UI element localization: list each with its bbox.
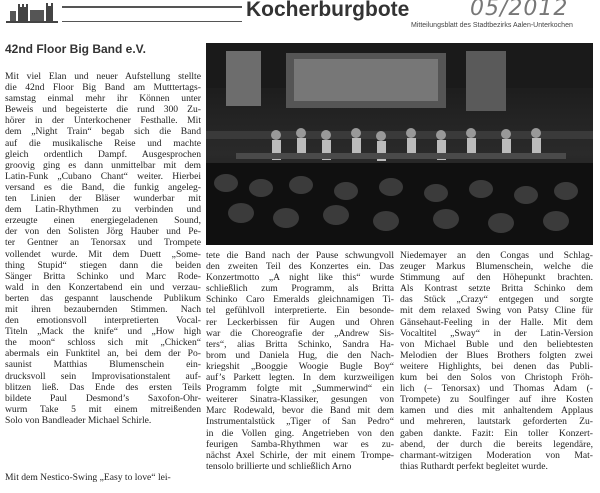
text-line: feurigen Samba-Rhythmen war es zu-	[206, 438, 394, 450]
text-line: Vocaltitel „Sway“ in der Latin-Version	[400, 327, 593, 339]
text-line: den emotionsvoll interpretierten Vocal-	[5, 315, 201, 327]
text-line: der von den Solisten Jörg Hauber und Pe-	[5, 226, 201, 238]
text-line: vollendet wurde. Mit dem Duett „Some-	[5, 248, 201, 260]
text-line: weitere Highlights, bei denen das Publi-	[400, 360, 593, 372]
text-line: brom und Daniela Hug, die den Nach-	[206, 349, 394, 361]
text-line: Solo von Bandleader Michael Schirle.	[5, 414, 152, 426]
text-line: abend, der durch die bereits legendäre,	[400, 438, 593, 450]
article-headline: 42nd Floor Big Band e.V.	[5, 42, 146, 56]
text-line: Instrumentalstück „Tiger of San Pedro“	[206, 416, 394, 428]
text-line: den zweiten Teil des Konzertes ein. Das	[206, 261, 394, 273]
text-line: erzeugte einen energiegeladenen Sound,	[5, 215, 201, 227]
text-line: tensolo brillierte und schließlich Arno	[206, 460, 352, 472]
text-line: kamen und dies mit anhaltendem Applaus	[400, 405, 593, 417]
text-line: thing Stupid“ stiegen dann die beiden	[5, 259, 201, 271]
text-line: versand es die Band, die funkig angeleg-	[5, 181, 201, 193]
text-line: Programm folgte mit „Summerwind“ ein	[206, 383, 394, 395]
text-line: Mit dem Nestico-Swing „Easy to love“ lei-	[5, 472, 171, 483]
text-line: bildete Paul Desmond’s Saxofon-Ohr-	[5, 392, 201, 404]
castle-logo-icon	[6, 2, 58, 24]
text-line: die 42nd Floor Big Band am Mutttertags-	[5, 82, 201, 94]
text-line: thias Ruthardt perfekt begleitet wurde.	[400, 460, 548, 472]
text-line: samstag einmal mehr ihr Können unter	[5, 93, 201, 105]
newsletter-subtitle: Mitteilungsblatt des Stadtbezirks Aalen-Unterkochen	[411, 22, 573, 29]
text-line: kriegshit „Booggie Woogie Bugle Boy“	[206, 360, 394, 372]
text-line: wald in den Konzertabend ein und verzau-	[5, 281, 201, 293]
text-line: ten Linien der Bläser wunderbar mit	[5, 193, 201, 205]
text-line: saunist Matthias Blumenschein ein-	[5, 359, 201, 371]
text-line: Latin-Funk „Cubano Chant“ weiter. Hierbei	[5, 170, 201, 182]
text-line: Konzertmotto „A night like this“ wurde	[206, 272, 394, 284]
article-column-1	[5, 71, 201, 426]
text-line: ter Gentner an Tenorsax und Trompete	[5, 237, 201, 249]
text-line: Trompete) zu Soulfinger auf ihre Kosten	[400, 394, 593, 406]
text-line: Niedemayer an den Congas und Schlag-	[400, 250, 593, 261]
text-line: Sänger Britta Schinko und Marc Rode-	[5, 270, 201, 282]
text-line: auf die musikalische Reise und machte	[5, 137, 201, 149]
text-line: lich (– Tenorsax) und Thomas Adam (-	[400, 383, 593, 395]
text-line: the moon“ schloss sich mit „Chicken“	[5, 337, 201, 349]
text-line: schließlich zum Programm, als Britta	[206, 283, 394, 295]
masthead	[0, 0, 600, 38]
text-line: groovig ging es dann unmittelbar mit dem	[5, 159, 201, 171]
text-line: blitzen ließ. Das Ende des ersten Teils	[5, 381, 201, 393]
text-line: Gänsehaut-Feeling in der Halle. Mit dem	[400, 316, 593, 328]
text-line: Marc Rodewald, bevor die Band mit dem	[206, 405, 394, 417]
text-line: wurm Take 5 mit einem mitreißenden	[5, 403, 201, 415]
text-line: in die Vollen ging. Angetrieben von den	[206, 427, 394, 439]
masthead-rule	[62, 6, 242, 8]
text-line: und mehreren, lautstark geforderten Zu-	[400, 416, 593, 428]
text-line: Beweis und begeisterte die rund 300 Zu-	[5, 104, 201, 116]
text-line: gaben dankte. Fazit: Ein toller Konzert-	[400, 427, 593, 439]
text-line: charmant-witzigen Moderation von Mat-	[400, 449, 593, 461]
article-column-3	[400, 250, 593, 472]
text-line: mit dem relaxed Swing von Patsy Cline für	[400, 305, 593, 317]
article-column-2	[206, 250, 394, 472]
text-line: Stimmung auf den Höhepunkt brachten.	[400, 272, 593, 284]
text-line: Mit viel Elan und neuer Aufstellung stellte	[5, 71, 201, 82]
handwritten-date: 05/2012	[470, 0, 569, 21]
text-line: drucksvoll sein Improvisationstalent auf-	[5, 370, 201, 382]
text-line: hörer in der Unterkochener Festhalle. Mit	[5, 115, 201, 127]
text-line: abermals ein Funktitel an, bei dem der Po-	[5, 348, 201, 360]
text-line: gleich ordentlich Dampf. Ausgesprochen	[5, 148, 201, 160]
text-line: mit ihren bezaubernden Stimmen. Nach	[5, 303, 201, 315]
text-line: zeuger Markus Blumenschein, welche die	[400, 261, 593, 273]
text-line: auf’s Parkett legten. In dem kurzweiligen	[206, 372, 394, 384]
text-line: Als Kontrast setzte Britta Schinko dem	[400, 283, 593, 295]
text-line: weiterer Sinatra-Klassiker, gesungen von	[206, 394, 394, 406]
text-line: Titeln „Mack the knife“ und „How high	[5, 326, 201, 338]
text-line: dem Latin-Rhythmen zu verbinden und	[5, 204, 201, 216]
article-column-1-tail	[5, 472, 201, 483]
text-line: tete die Band nach der Pause schwungvoll	[206, 250, 394, 261]
masthead-rule	[62, 21, 242, 22]
text-line: tel gefühlvoll interpretierte. Ein besonde-	[206, 305, 394, 317]
text-line: dem „Night Train“ begab sich die Band	[5, 126, 201, 138]
text-line: Schinko Caro Emeralds gleichnamigen Ti-	[206, 294, 394, 306]
text-line: Melodien der Blues Brothers folgten zwei	[400, 349, 593, 361]
text-line: von Michael Buble und den beliebtesten	[400, 338, 593, 350]
text-line: kum bei den Solos von Christoph Fröh-	[400, 372, 593, 384]
text-line: ters“, alias Britta Schinko, Sandra Ha-	[206, 338, 394, 350]
newsletter-title: Kocherburgbote	[246, 0, 410, 21]
band-concert-photo	[206, 43, 593, 245]
text-line: war die Choreografie der „Andrew Sis-	[206, 327, 394, 339]
text-line: berten das gespannt lauschende Publikum	[5, 292, 201, 304]
text-line: das Stück „Crazy“ entgegen und sorgte	[400, 294, 593, 306]
text-line: rer Leckerbissen für Augen und Ohren	[206, 316, 394, 328]
text-line: nächst Axel Schirle, der mit einem Trompe-	[206, 449, 394, 461]
